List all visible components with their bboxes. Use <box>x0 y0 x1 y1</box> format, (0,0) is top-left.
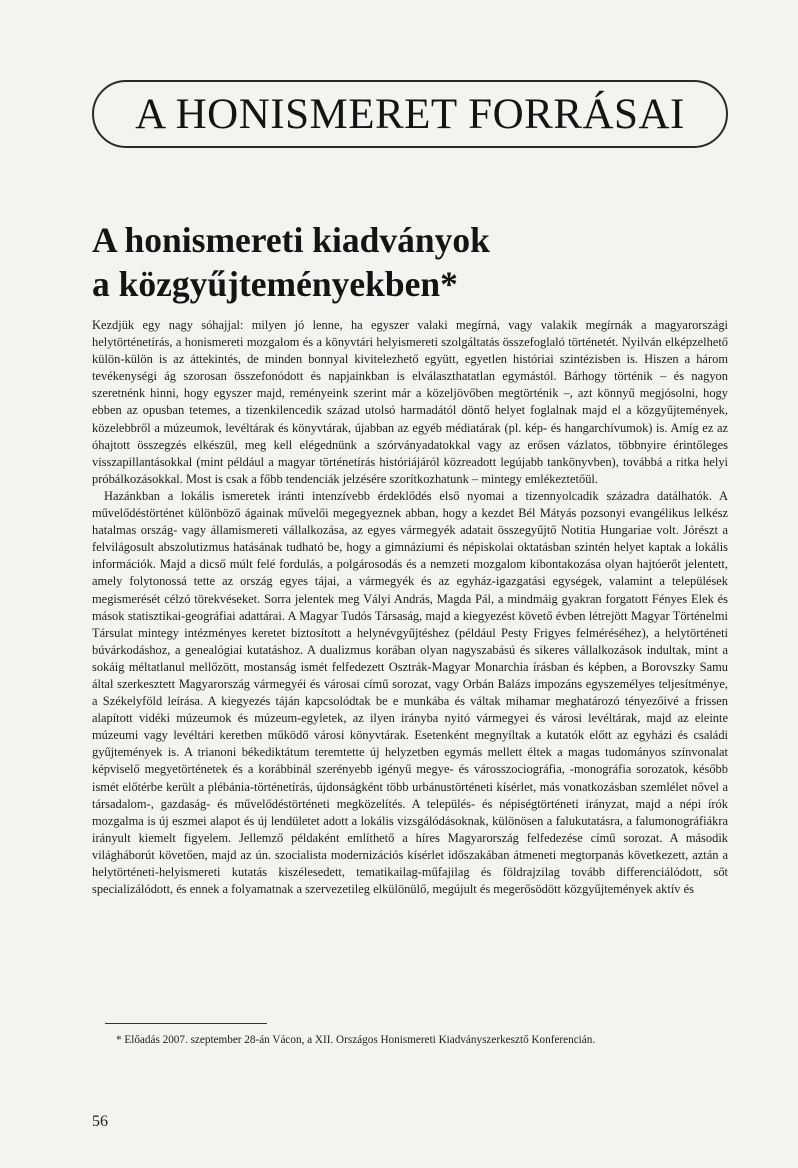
section-banner <box>92 80 728 148</box>
article-title-line-1: A honismereti kiadványok <box>92 220 490 260</box>
article-body <box>92 317 728 898</box>
article-title <box>92 218 490 306</box>
section-banner-text: A HONISMERET FORRÁSAI <box>135 90 685 138</box>
paragraph-1: Kezdjük egy nagy sóhajjal: milyen jó lenne, ha egyszer valaki megírná, vagy valakik megírnák a magyarországi helytörténetírás, a honismereti mozgalom és a könyvtári helyismereti szolgáltatás összefoglaló történetét. Nyilván elképzelhető külön-külön is az áttekintés, de minden bonnyal kivitelezhető együtt, egyetlen históriai szintézisben is. Hiszen a három tevékenységi ág szorosan összefonódott és napjainkban is elválaszthatatlan egymástól. Bárhogy történik – és nagyon szeretnénk hinni, hogy egyszer majd, reményeink szerint már a közeljövőben megtörténik –, azt könnyű megjósolni, hogy ebben az opusban tetemes, a tizenkilencedik század utolsó harmadától döntő helyet foglalnak majd el a közgyűjtemények, közelebbről a múzeumok, levéltárak és könyvtárak, újabban az egyéb médiatárak (pl. kép- és hangarchívumok) is. Amíg ez az óhajtott összegzés elkészül, meg kell elégednünk a szórványadatokkal vagy az erősen vázlatos, többnyire érintőleges visszapillantásokkal (mint például a magyar történetírás históriájáról közreadott legújabb tankönyvben), továbbá a ritka helyi próbálkozásokkal. Most is csak a főbb tendenciák jelzésére szorítkozhatunk – mintegy emlékeztetőül. <box>92 318 728 486</box>
article-title-line-2: a közgyűjteményekben* <box>92 264 458 304</box>
paragraph-2: Hazánkban a lokális ismeretek iránti intenzívebb érdeklődés első nyomai a tizennyolcadik századra datálhatók. A művelődéstörténet különböző ágainak művelői megegyeznek abban, hogy a kezdet Bél Mátyás pozsonyi evangélikus lelkész hatalmas ország- vagy államismereti vállalkozása, az egyes vármegyék adatait összegyűjtő Notitia Hungariae volt. Jórészt a felvilágosult abszolutizmus hatásának tudható be, hogy a gimnáziumi és népiskolai oktatásban szintén helyet kaptak a lokális információk. Majd a dicső múlt felé fordulás, a polgárosodás és a nemzeti mozgalom kibontakozása olyan hajtóerőt jelentett, amely folytonossá tette az ország egyes tájai, a vármegyék és az egyház-igazgatási egységek, valamint a települések megismerését célzó törekvéseket. Sorra jelentek meg Vályi András, Magda Pál, a mindmáig gyakran forgatott Fényes Elek és mások statisztikai-geográfiai adattárai. A Magyar Tudós Társaság, majd a kiegyezést követő évben létrejött Magyar Történelmi Társulat mintegy intézményes keretet biztosított a helynévgyűjtéshez (például Pesty Frigyes felméréséhez), a helytörténeti búvárkodáshoz, a genealógiai kutatáshoz. A dualizmus korában olyan nagyszabású és sikeres vállalkozások indultak, mint a sokáig méltatlanul mellőzött, mostanság ismét felfedezett Osztrák-Magyar Monarchia írásban és képben, a Borovszky Samu által szerkesztett Magyarország vármegyéi és városai című sorozat, vagy Orbán Balázs impozáns egyszemélyes teljesítménye, a Székelyföld leírása. A kiegyezés táján kapcsolódtak be e munkába és váltak mihamar meghatározó tényezőivé a frissen alapított vidéki múzeumok és múzeum-egyletek, az ilyen irányba nyitó vármegyei és városi levéltárak, majd az eleinte múzeumi vagy levéltári keretben működő városi könyvtárak. Esetenként megnyíltak a kutatók előtt az egyházi és családi gyűjtemények is. A trianoni békediktátum teremtette új helyzetben egymás mellett éltek a magas tudományos színvonalat képviselő megyetörténetek és a korábbinál szerényebb igényű megye- és városszociográfia, -monográfia sorozatok, később ismét előtérbe került a plébánia-történetírás, újdonságként több urbánustörténeti kísérlet, más vonatkozásban szemlélet nővel a társadalom-, gazdaság- és művelődéstörténeti megközelítés. A település- és népiségtörténeti irányzat, majd a népi írók mozgalma is új eszmei alapot és új lendületet adott a lokális vizsgálódásoknak, különösen a falukutatásra, a falumonográfiákra irányult kiemelt figyelem. Jellemző példaként említhető a híres Magyarország felfedezése című sorozat. A második világháborút követően, majd az ún. szocialista modernizációs kísérlet időszakában átmeneti megtorpanás következett, aztán a helytörténeti-helyismereti kutatás kiszélesedett, tematikailag-műfajilag és földrajzilag tovább differenciálódott, sőt specializálódott, és ennek a folyamatnak a szervezetileg elkülönülő, megújult és megerősödött közgyűjtemények aktív és <box>92 488 728 897</box>
page-number: 56 <box>92 1113 108 1130</box>
footnote-divider <box>105 1023 267 1024</box>
footnote: * Előadás 2007. szeptember 28-án Vácon, a XII. Országos Honismereti Kiadványszerkesztő Konferencián. <box>116 1034 596 1046</box>
